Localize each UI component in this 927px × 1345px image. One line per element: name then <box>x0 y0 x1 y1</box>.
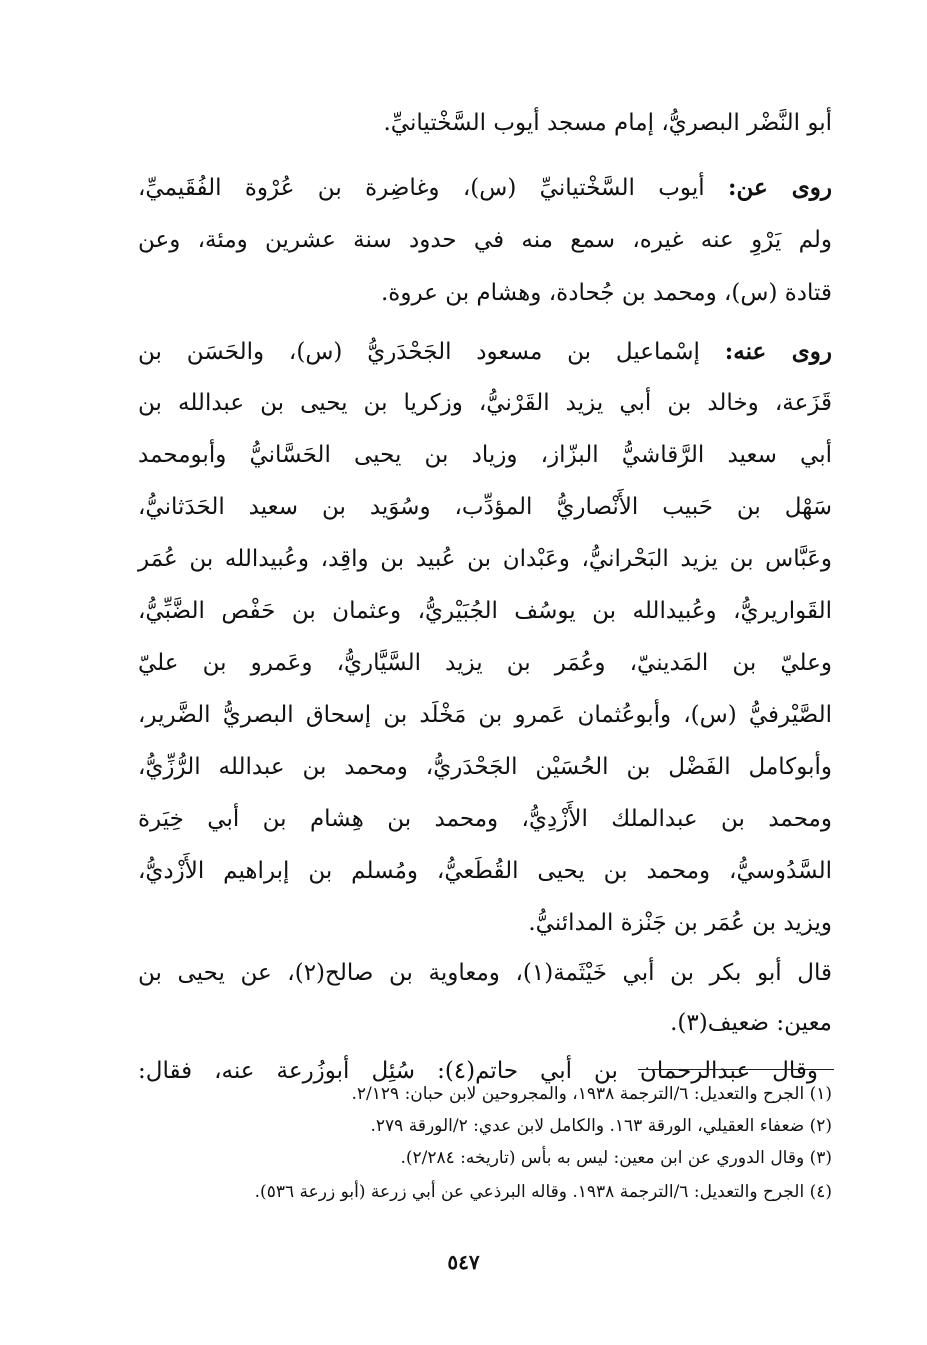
text-line: سَهْل بن حَبيب الأَنْصاريُّ المؤدِّب، وسُوَيد بن سعيد الحَدَثانيُّ، <box>138 494 832 520</box>
text-line: وعَبَّاس بن يزيد البَحْرانيُّ، وعَبْدان بن عُبيد بن واقِد، وعُبيدالله بن عُمَر <box>138 546 832 572</box>
footnote-3: (٣) وقال الدوري عن ابن معين: ليس به بأس (تاريخه: ٢/٢٨٤). <box>400 1148 832 1168</box>
text-line: ومحمد بن عبدالملك الأَزْدِيُّ، ومحمد بن هِشام بن أبي خِيَرة <box>138 806 832 832</box>
text-line: ويزيد بن عُمَر بن جَنْزة المدائنيُّ. <box>528 910 832 936</box>
text-line-riwaya-anhu: روى عنه: إسْماعيل بن مسعود الجَحْدَريُّ (س)، والحَسَن بن <box>138 338 832 365</box>
text-line: أبو النَّضْر البصريُّ، إمام مسجد أيوب السَّخْتيانيِّ. <box>383 110 832 136</box>
footnotes <box>138 0 832 1220</box>
text-line: وأبوكامل الفَضْل بن الحُسَيْن الجَحْدَريُّ، ومحمد بن عبدالله الرُّزِّيُّ، <box>138 754 832 780</box>
footnote-1: (١) الجرح والتعديل: ٦/الترجمة ١٩٣٨، والمجروحين لابن حبان: ٢/١٢٩. <box>351 1084 832 1104</box>
footnote-4: (٤) الجرح والتعديل: ٦/الترجمة ١٩٣٨. وقاله البرذعي عن أبي زرعة (أبو زرعة ٥٣٦). <box>254 1182 832 1202</box>
section-label: روى عنه: <box>724 338 832 365</box>
text-line: وعليّ بن المَدينيّ، وعُمَر بن يزيد السَّيَّاريُّ، وعَمرو بن عليّ <box>138 650 832 676</box>
section-label: روى عن: <box>727 174 832 201</box>
text-line: قال أبو بكر بن أبي خَيْثَمة(١)، ومعاوية بن صالح(٢)، عن يحيى بن <box>138 960 832 986</box>
text-line: قَزَعة، وخالد بن أبي يزيد القَرْنيُّ، وزكريا بن يحيى بن عبدالله بن <box>138 390 832 416</box>
text-line: قتادة (س)، ومحمد بن جُحادة، وهشام بن عروة. <box>381 280 832 306</box>
text-line: أبي سعيد الرَّقاشيُّ البزّاز، وزياد بن يحيى الحَسَّانيُّ وأبومحمد <box>138 442 832 468</box>
text-line: السَّدُوسيُّ، ومحمد بن يحيى القُطَعيُّ، ومُسلم بن إبراهيم الأَزْديُّ، <box>138 858 832 884</box>
text-line-riwaya-an: روى عن: أيوب السَّخْتيانيِّ (س)، وغاضِرة بن عُرْوة الفُقَيميِّ، <box>138 174 832 201</box>
text-line: القَواريريُّ، وعُبيدالله بن يوسُف الجُبَيْريُّ، وعثمان بن حَفْص الضَّبِّيُّ، <box>138 598 832 624</box>
text-line: معين: ضعيف(٣). <box>670 1010 832 1036</box>
text-line: ولم يَرْوِ عنه غيره، سمع منه في حدود سنة عشرين ومئة، وعن <box>138 227 832 253</box>
page-number: ٥٤٧ <box>447 1250 480 1274</box>
text-line: الصَّيْرفيُّ (س)، وأبوعُثمان عَمرو بن مَخْلَد بن إسحاق البصريُّ الضَّرير، <box>138 702 832 728</box>
text-line: وقال عبدالرحمان بن أبي حاتم(٤): سُئِل أبوزُرعة عنه، فقال: <box>138 1058 818 1084</box>
footnote-2: (٢) ضعفاء العقيلي، الورقة ١٦٣. والكامل لابن عدي: ٢/الورقة ٢٧٩. <box>370 1116 832 1136</box>
